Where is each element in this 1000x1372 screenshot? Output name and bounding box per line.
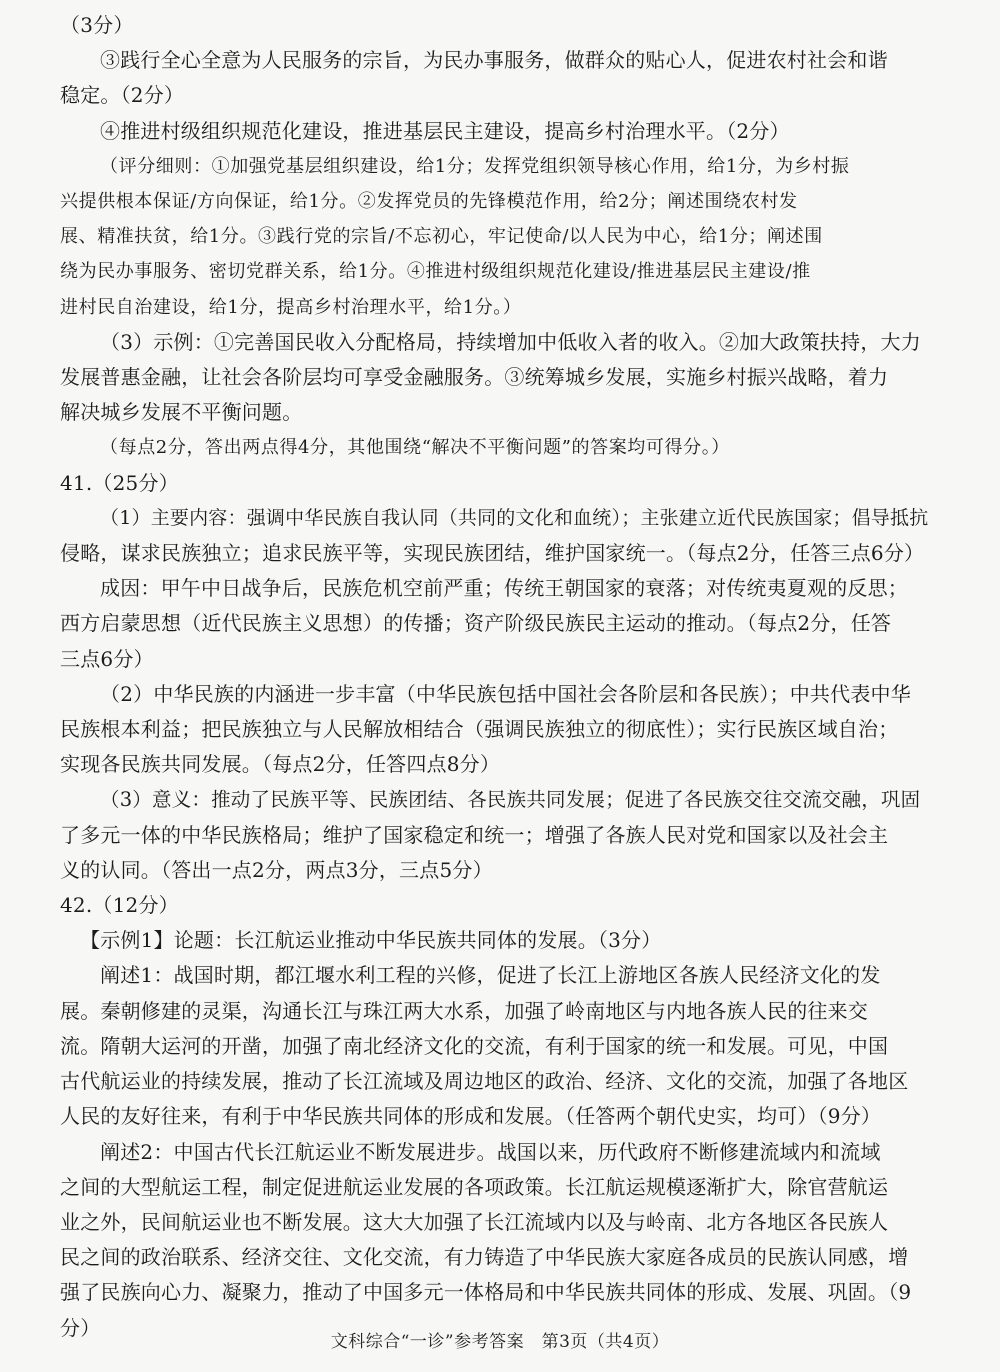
text-line: 展。秦朝修建的灵渠，沟通长江与珠江两大水系，加强了岭南地区与内地各族人民的往来交 bbox=[60, 998, 868, 1023]
scoring-note-line: 绕为民办事服务、密切党群关系，给1分。④推进村级组织规范化建设/推进基层民主建设/推 bbox=[60, 261, 811, 283]
text-line: 阐述1：战国时期，都江堰水利工程的兴修，促进了长江上游地区各族人民经济文化的发 bbox=[100, 963, 881, 988]
scoring-note-line: 兴提供根本保证/方向保证，给1分。②发挥党员的先锋模范作用，给2分；阐述围绕农村发 bbox=[60, 191, 798, 213]
scoring-note-line: （评分细则：①加强党基层组织建设，给1分；发挥党组织领导核心作用，给1分，为乡村振 bbox=[100, 155, 850, 177]
text-line: 流。隋朝大运河的开凿，加强了南北经济文化的交流，有利于国家的统一和发展。可见，中国 bbox=[60, 1033, 889, 1058]
text-line: 之间的大型航运工程，制定促进航运业发展的各项政策。长江航运规模逐渐扩大，除官营航运 bbox=[60, 1174, 889, 1199]
text-line: 义的认同。（答出一点2分，两点3分，三点5分） bbox=[60, 857, 493, 882]
text-line: 民族根本利益；把民族独立与人民解放相结合（强调民族独立的彻底性）；实行民族区域自治； bbox=[60, 717, 899, 742]
text-line: 成因：甲午中日战争后，民族危机空前严重；传统王朝国家的衰落；对传统夷夏观的反思； bbox=[100, 576, 908, 601]
text-line: （2）中华民族的内涵进一步丰富（中华民族包括中国社会各阶层和各民族）；中共代表中华 bbox=[100, 681, 911, 706]
text-line: 三点6分） bbox=[60, 646, 154, 671]
question-heading: 42.（12分） bbox=[60, 893, 179, 918]
text-line: 侵略，谋求民族独立；追求民族平等，实现民族团结，维护国家统一。（每点2分，任答三点6分） bbox=[60, 541, 925, 566]
answer-key-page bbox=[60, 8, 940, 1346]
text-line: ④推进村级组织规范化建设，推进基层民主建设，提高乡村治理水平。（2分） bbox=[100, 118, 790, 143]
scoring-note-line: （每点2分，答出两点得4分，其他围绕“解决不平衡问题”的答案均可得分。） bbox=[100, 437, 730, 459]
text-line: 人民的友好往来，有利于中华民族共同体的形成和发展。（任答两个朝代史实，均可）（9分） bbox=[60, 1104, 882, 1129]
text-line: 强了民族向心力、凝聚力，推动了中国多元一体格局和中华民族共同体的形成、发展、巩固。（9 bbox=[60, 1280, 912, 1305]
text-line: 阐述2：中国古代长江航运业不断发展进步。战国以来，历代政府不断修建流域内和流域 bbox=[100, 1139, 881, 1164]
text-line: （3分） bbox=[60, 13, 134, 37]
text-line: 西方启蒙思想（近代民族主义思想）的传播；资产阶级民族民主运动的推动。（每点2分，任答 bbox=[60, 611, 892, 636]
text-line: 稳定。（2分） bbox=[60, 83, 185, 108]
text-line: 业之外，民间航运业也不断发展。这大大加强了长江流域内以及与岭南、北方各地区各民族人 bbox=[60, 1209, 889, 1234]
text-line: 发展普惠金融，让社会各阶层均可享受金融服务。③统筹城乡发展，实施乡村振兴战略，着力 bbox=[60, 365, 889, 390]
example-heading: 【示例1】论题：长江航运业推动中华民族共同体的发展。（3分） bbox=[80, 928, 662, 953]
text-line: ③践行全心全意为人民服务的宗旨，为民办事服务，做群众的贴心人，促进农村社会和谐 bbox=[100, 48, 888, 73]
scoring-note-line: 展、精准扶贫，给1分。③践行党的宗旨/不忘初心，牢记使命/以人民为中心，给1分；阐述围 bbox=[60, 226, 823, 248]
text-line: 古代航运业的持续发展，推动了长江流域及周边地区的政治、经济、文化的交流，加强了各地区 bbox=[60, 1069, 909, 1094]
text-line: 解决城乡发展不平衡问题。 bbox=[60, 400, 303, 425]
text-line: （3）示例：①完善国民收入分配格局，持续增加中低收入者的收入。②加大政策扶持，大力 bbox=[100, 329, 921, 354]
text-line: 分） bbox=[60, 1315, 101, 1340]
text-line: 民之间的政治联系、经济交往、文化交流，有力铸造了中华民族大家庭各成员的民族认同感，增 bbox=[60, 1245, 909, 1270]
text-line: （1）主要内容：强调中华民族自我认同（共同的文化和血统）；主张建立近代民族国家；倡导抵抗 bbox=[100, 506, 929, 529]
text-line: 实现各民族共同发展。（每点2分，任答四点8分） bbox=[60, 752, 501, 777]
question-heading: 41.（25分） bbox=[60, 470, 179, 495]
page-footer: 文科综合“一诊”参考答案 第3页（共4页） bbox=[330, 1332, 670, 1352]
scoring-note-line: 进村民自治建设，给1分，提高乡村治理水平，给1分。） bbox=[60, 296, 522, 318]
text-line: （3）意义：推动了民族平等、民族团结、各民族共同发展；促进了各民族交往交流交融，巩固 bbox=[100, 788, 921, 812]
text-line: 了多元一体的中华民族格局；维护了国家稳定和统一；增强了各族人民对党和国家以及社会主 bbox=[60, 822, 889, 847]
